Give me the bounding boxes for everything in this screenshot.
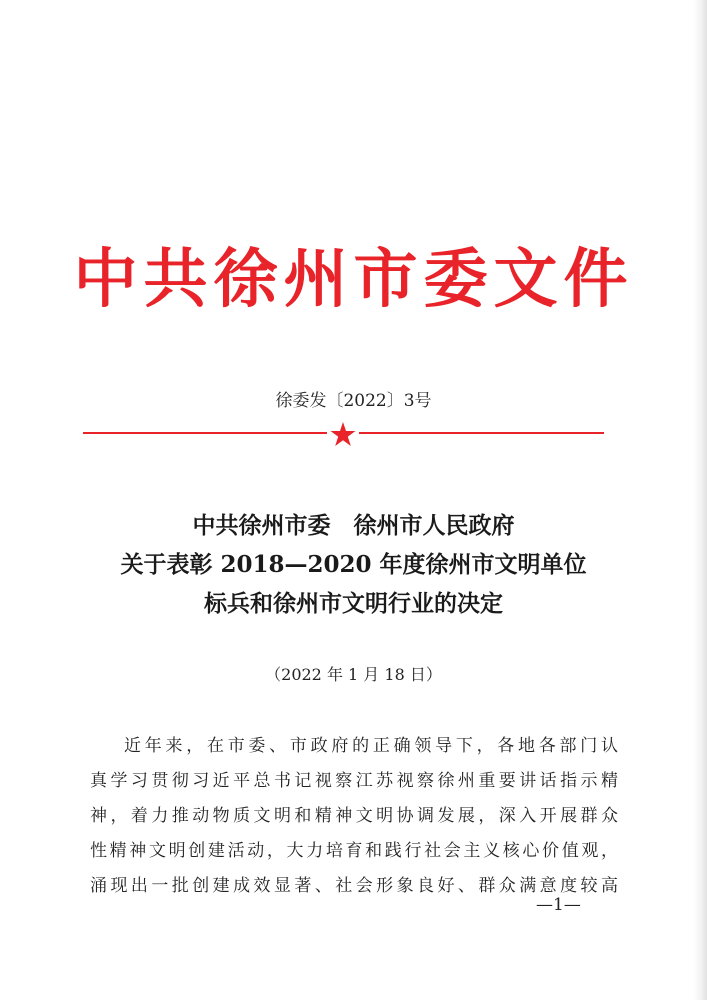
document-number: 徐委发〔2022〕3号 (275, 391, 432, 411)
red-divider-left (83, 432, 327, 434)
document-title-line: 关于表彰 2018—2020 年度徐州市文明单位 (120, 551, 587, 578)
body-line: 真学习贯彻习近平总书记视察江苏视察徐州重要讲话指示精 (90, 771, 618, 791)
document-title-line: 标兵和徐州市文明行业的决定 (204, 590, 503, 617)
document-title-line: 中共徐州市委 徐州市人民政府 (192, 512, 515, 539)
page-number: —1— (536, 895, 581, 915)
body-line: 神，着力推动物质文明和精神文明协调发展，深入开展群众 (90, 806, 618, 826)
document-title (0, 506, 707, 623)
scan-edge-shadow (693, 0, 707, 1000)
document-date: （2022 年 1 月 18 日） (265, 665, 442, 684)
document-header-title: 中共徐州市委文件 (73, 243, 634, 317)
red-star-icon (330, 421, 356, 447)
body-line: 涌现出一批创建成效显著、社会形象良好、群众满意度较高 (90, 876, 618, 896)
body-line: 近年来，在市委、市政府的正确领导下，各地各部门认 (124, 736, 618, 756)
document-body (90, 729, 618, 904)
red-divider-right (359, 432, 604, 434)
body-line: 性精神文明创建活动，大力培育和践行社会主义核心价值观， (90, 841, 618, 861)
